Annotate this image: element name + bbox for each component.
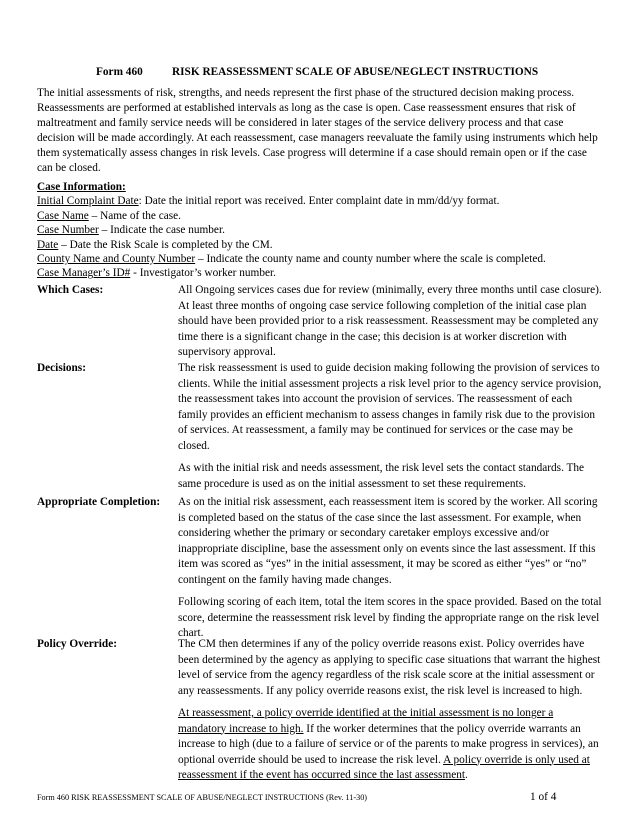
underlined-text: A policy override is only used at reassessment if the event has occurred since the last assessment	[178, 753, 590, 781]
section-label: Decisions:	[37, 362, 86, 374]
section-paragraph	[178, 706, 603, 784]
section-label: Which Cases:	[37, 284, 104, 296]
case-info-desc: - Investigator’s worker number.	[130, 267, 276, 280]
document-title: RISK REASSESSMENT SCALE OF ABUSE/NEGLECT INSTRUCTIONS	[172, 66, 539, 78]
case-info-item	[37, 209, 603, 223]
page-number: 1 of 4	[530, 791, 557, 803]
section-label: Appropriate Completion:	[37, 496, 161, 508]
section-body	[178, 637, 603, 791]
section-paragraph: The CM then determines if any of the policy override reasons exist. Policy overrides have been determined by the agency as applying to specific case situations that warrant the highest level of service from the agency regardless of the risk scale score at the initial assessment or any reassessments. If any policy override reasons exist, the risk level is increased to high.	[178, 638, 601, 697]
form-number: Form 460	[96, 66, 143, 78]
section-paragraph: All Ongoing services cases due for review (minimally, every three months until case closure). At least three months of ongoing case service following completion of the initial case plan should have been provided prior to a risk reassessment. Reassessment may be completed any time there is a significant change in the case; this decision is at worker discretion with supervisory approval.	[178, 284, 602, 358]
case-info-item	[37, 194, 603, 208]
footer-text: Form 460 RISK REASSESSMENT SCALE OF ABUSE/NEGLECT INSTRUCTIONS (Rev. 11-30)	[37, 793, 368, 802]
intro-paragraph: The initial assessments of risk, strengths, and needs represent the first phase of the structured decision making process. Reassessments are performed at established intervals as long as the case is open. Case reassessment ensures that risk of maltreatment and family service needs will be considered in later stages of the service delivery process and that case decision will be made accordingly. At each reassessment, case managers reevaluate the family using instruments which help them systematically assess changes in risk levels. Case progress will determine if a case should remain open or if the case can be closed.	[37, 87, 598, 175]
underlined-text: At reassessment, a policy override identified at the initial assessment is no longer a mandatory increase to high.	[178, 707, 554, 735]
page-footer	[37, 793, 603, 802]
case-info-term: County Name and County Number	[37, 253, 196, 266]
case-info-desc: – Indicate the case number.	[98, 224, 225, 237]
section-body	[178, 495, 603, 649]
case-info-term: Case Manager’s ID#	[37, 267, 131, 280]
case-info-desc: : Date the initial report was received. Enter complaint date in mm/dd/yy format.	[138, 195, 500, 208]
case-info-item	[37, 252, 603, 266]
case-info-term: Case Name	[37, 209, 89, 222]
section-body	[178, 361, 603, 499]
case-info-term: Case Number	[37, 224, 99, 237]
section-paragraph: As on the initial risk assessment, each reassessment item is scored by the worker. All scoring is completed based on the status of the case since the last assessment. For example, when considering whether the primary or secondary caretaker employs excessive and/or inappropriate discipline, base the assessment only on events since the last assessment. If this item was scored as “yes” in the initial assessment, it may be scored as either “yes” or “no” contingent on the family having made changes.	[178, 496, 598, 586]
case-information-block	[37, 180, 603, 281]
case-info-desc: – Name of the case.	[88, 209, 181, 222]
section-paragraph: As with the initial risk and needs assessment, the risk level sets the contact standards. The same procedure is used as on the initial assessment to set these requirements.	[178, 462, 585, 490]
section-paragraph: The risk reassessment is used to guide decision making following the provision of services to clients. While the initial assessment projects a risk level prior to the agency service provision, the reassessment takes into account the provision of services. The reassessment of each family provides an efficient mechanism to assess changes in family risk due to the provision of services. At reassessment, a family may be continued for services or the case may be closed.	[178, 362, 602, 452]
case-info-item	[37, 238, 603, 252]
case-info-item	[37, 223, 603, 237]
case-info-term: Initial Complaint Date	[37, 195, 139, 208]
case-info-desc: – Indicate the county name and county number where the scale is completed.	[195, 253, 546, 266]
section-label: Policy Override:	[37, 638, 117, 650]
paragraph-text: .	[465, 769, 468, 781]
section-body	[178, 283, 603, 368]
case-info-item	[37, 266, 603, 280]
section-paragraph: Following scoring of each item, total the item scores in the space provided. Based on the total score, determine the reassessment risk level by finding the appropriate range on the risk level chart.	[178, 596, 602, 639]
paragraph-text: If the worker determines that the policy override warrants an increase to high (due to a failure of service or of the parents to make progress in services), an optional override should be used to increase the risk level.	[178, 722, 599, 766]
case-info-desc: – Date the Risk Scale is completed by the CM.	[58, 238, 273, 251]
case-info-term: Date	[37, 238, 59, 251]
case-information-heading: Case Information:	[37, 181, 126, 193]
